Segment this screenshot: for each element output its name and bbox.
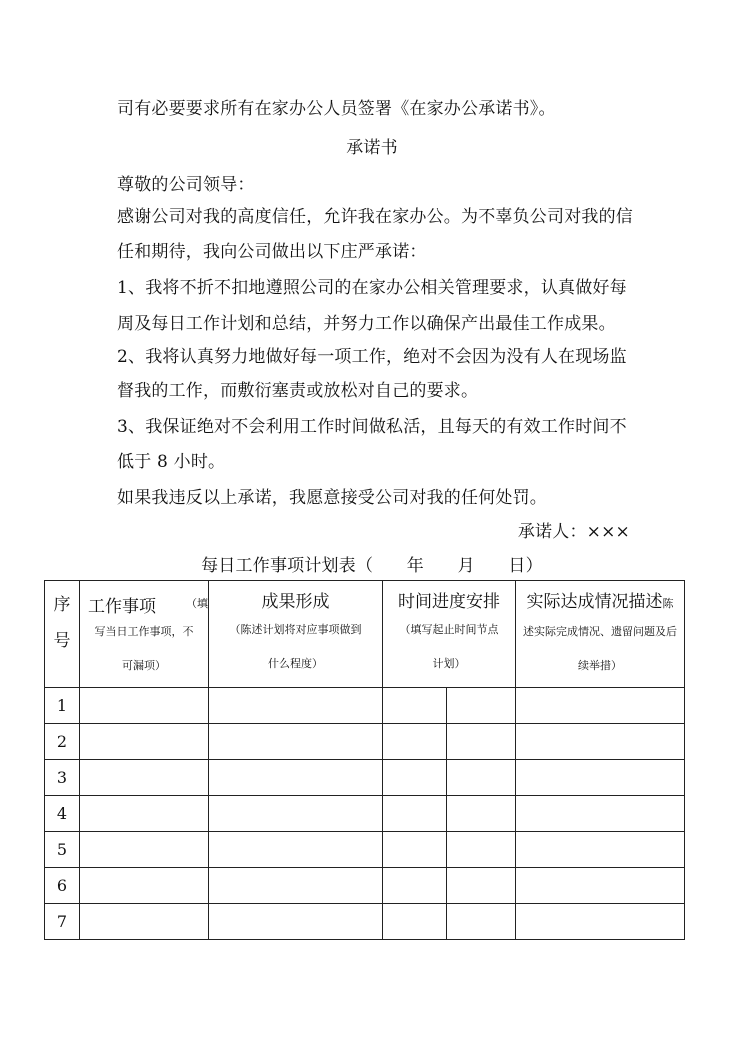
result-header-note: （陈述计划将对应事项做到 [229, 623, 362, 636]
actual-cell[interactable] [516, 832, 685, 868]
task-cell[interactable] [80, 724, 209, 760]
time-start-cell[interactable] [383, 832, 447, 868]
letter-line: 1、我将不折不扣地遵照公司的在家办公相关管理要求，认真做好每 [117, 278, 627, 298]
time-start-cell[interactable] [383, 868, 447, 904]
letter-line: 感谢公司对我的高度信任，允许我在家办公。为不辜负公司对我的信 [117, 207, 633, 227]
letter-line: 督我的工作，而敷衍塞责或放松对自己的要求。 [117, 381, 479, 401]
time-start-cell[interactable] [383, 724, 447, 760]
salutation: 尊敬的公司领导： [117, 175, 255, 195]
task-cell[interactable] [80, 832, 209, 868]
seq-header-char: 序 [53, 595, 71, 615]
table-row [45, 832, 685, 868]
seq-header [45, 581, 80, 688]
letter-line: 如果我违反以上承诺，我愿意接受公司对我的任何处罚。 [117, 488, 547, 508]
actual-cell[interactable] [516, 796, 685, 832]
letter-line: 低于 8 小时。 [117, 452, 226, 472]
row-number: 4 [45, 796, 80, 832]
result-cell[interactable] [209, 760, 383, 796]
actual-header [516, 581, 685, 688]
result-cell[interactable] [209, 688, 383, 724]
table-row [45, 868, 685, 904]
result-header [209, 581, 383, 688]
table-row [45, 904, 685, 940]
table-row [45, 688, 685, 724]
result-cell[interactable] [209, 904, 383, 940]
table-header-row [45, 581, 685, 688]
task-header-note: 写当日工作事项，不 [94, 625, 194, 638]
intro-line: 司有必要要求所有在家办公人员签署《在家办公承诺书》。 [117, 99, 556, 119]
actual-header-title: 实际达成情况描述 [526, 592, 663, 612]
time-start-cell[interactable] [383, 760, 447, 796]
time-start-cell[interactable] [383, 796, 447, 832]
row-number: 2 [45, 724, 80, 760]
task-cell[interactable] [80, 904, 209, 940]
actual-header-note: 陈 [662, 597, 674, 610]
actual-cell[interactable] [516, 868, 685, 904]
time-header-note: （填写起止时间节点 [399, 623, 499, 636]
time-end-cell[interactable] [447, 760, 516, 796]
row-number: 1 [45, 688, 80, 724]
table-row [45, 760, 685, 796]
actual-header-note: 续举措） [578, 659, 622, 672]
table-title: 每日工作事项计划表（ 年 月 日） [201, 556, 543, 576]
task-header-note: 可漏项） [122, 659, 166, 672]
time-end-cell[interactable] [447, 688, 516, 724]
result-header-note: 什么程度） [268, 657, 323, 670]
actual-header-note: 述实际完成情况、遗留问题及后 [523, 625, 677, 638]
row-number: 5 [45, 832, 80, 868]
letter-line: 2、我将认真努力地做好每一项工作，绝对不会因为没有人在现场监 [117, 347, 627, 367]
task-header [80, 581, 209, 688]
result-cell[interactable] [209, 724, 383, 760]
time-end-cell[interactable] [447, 724, 516, 760]
letter-line: 任和期待，我向公司做出以下庄严承诺： [117, 242, 427, 262]
row-number: 7 [45, 904, 80, 940]
time-start-cell[interactable] [383, 904, 447, 940]
result-cell[interactable] [209, 832, 383, 868]
time-end-cell[interactable] [447, 868, 516, 904]
letter-line: 周及每日工作计划和总结，并努力工作以确保产出最佳工作成果。 [117, 314, 616, 334]
time-header-title: 时间进度安排 [398, 592, 500, 612]
time-end-cell[interactable] [447, 832, 516, 868]
time-header [383, 581, 516, 688]
seq-header-char: 号 [53, 631, 71, 651]
result-cell[interactable] [209, 868, 383, 904]
letter-line: 3、我保证绝对不会利用工作时间做私活，且每天的有效工作时间不 [117, 417, 627, 437]
actual-cell[interactable] [516, 688, 685, 724]
task-header-note: （填 [186, 597, 208, 610]
time-header-note: 计划） [432, 657, 466, 670]
table-row [45, 724, 685, 760]
task-cell[interactable] [80, 688, 209, 724]
time-start-cell[interactable] [383, 688, 447, 724]
actual-cell[interactable] [516, 724, 685, 760]
daily-plan-table [44, 580, 685, 940]
letter-title: 承诺书 [346, 138, 398, 158]
table-row [45, 796, 685, 832]
signature: 承诺人：××× [517, 522, 630, 542]
actual-cell[interactable] [516, 760, 685, 796]
result-header-title: 成果形成 [261, 592, 330, 612]
task-header-title: 工作事项 [88, 597, 156, 617]
task-cell[interactable] [80, 868, 209, 904]
row-number: 3 [45, 760, 80, 796]
result-cell[interactable] [209, 796, 383, 832]
actual-cell[interactable] [516, 904, 685, 940]
time-end-cell[interactable] [447, 796, 516, 832]
actual-header-title-line [516, 591, 684, 615]
row-number: 6 [45, 868, 80, 904]
task-cell[interactable] [80, 760, 209, 796]
time-end-cell[interactable] [447, 904, 516, 940]
task-cell[interactable] [80, 796, 209, 832]
